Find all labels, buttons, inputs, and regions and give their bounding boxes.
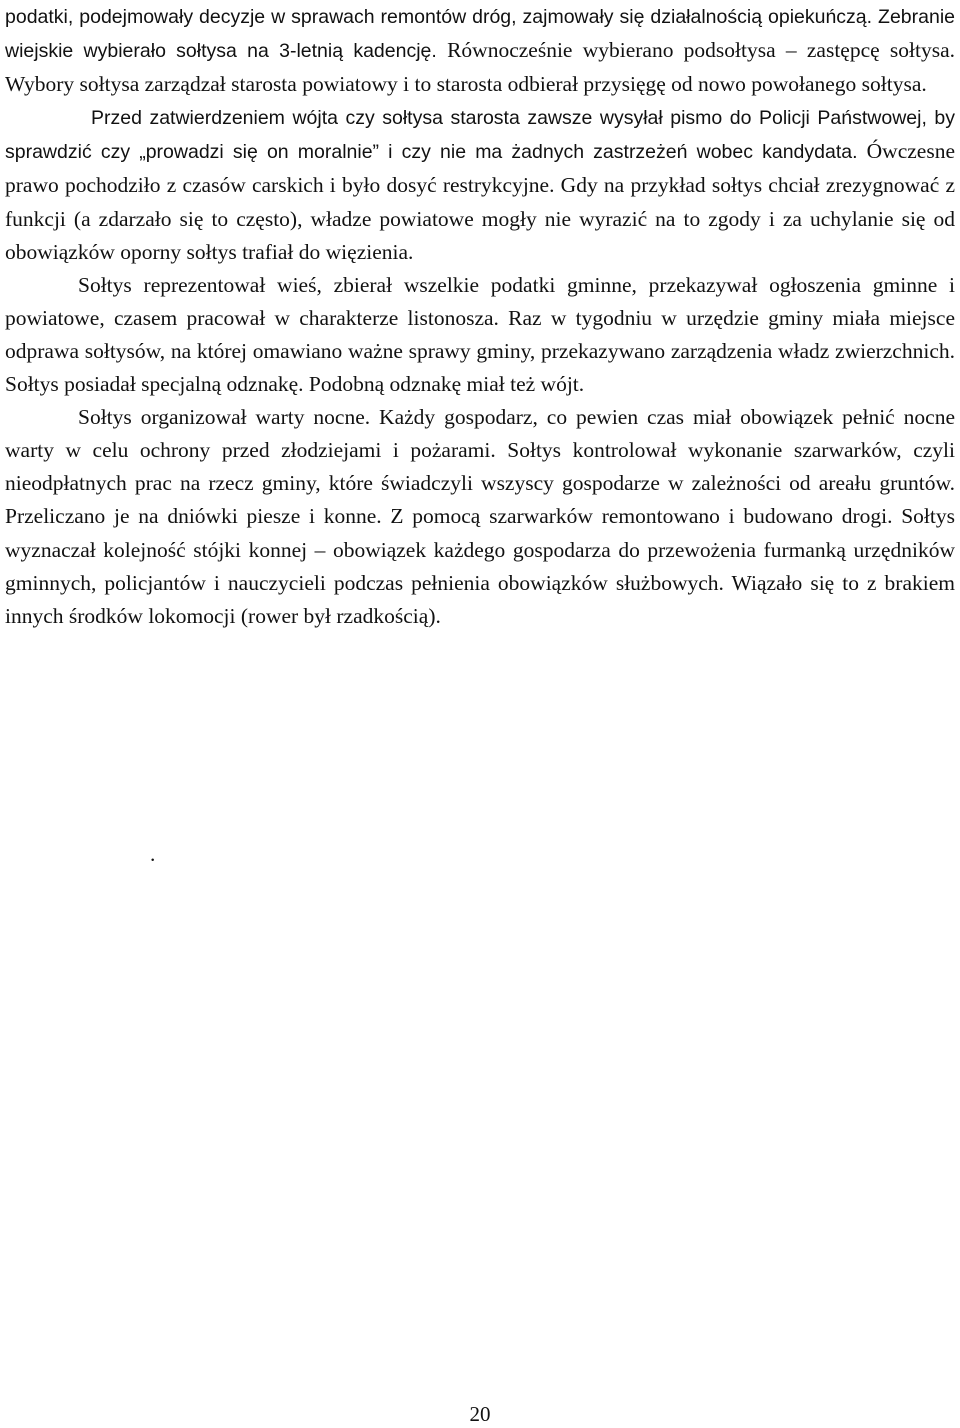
paragraph-3 xyxy=(5,269,955,401)
paragraph-4-text: Sołtys organizował warty nocne. Każdy gospodarz, co pewien czas miał obowiązek pełnić nocne warty w celu ochrony przed złodziejami i pożarami. Sołtys kontrolował wykonanie szarwarków, czyli nieodpłatnych prac na rzecz gminy, które świadczyli wszyscy gospodarze w zależności od areału gruntów. Przeliczano je na dniówki piesze i konne. Z pomocą szarwarków remontowano i budowano drogi. Sołtys wyznaczał kolejność stójki konnej – obowiązek każdego gospodarza do przewożenia furmanką urzędników gminnych, policjantów i nauczycieli podczas pełnienia obowiązków służbowych. Wiązało się to z brakiem innych środków lokomocji (rower był rzadkością). xyxy=(5,405,955,628)
document-body xyxy=(5,0,955,633)
stray-mark: . xyxy=(150,842,156,866)
paragraph-1 xyxy=(5,0,955,101)
page-number: 20 xyxy=(469,1402,491,1426)
paragraph-2-text-a: Przed zatwierdzeniem wójta czy sołtysa starosta zawsze wysyłał pismo do Policji Państwowej, by sprawdzić czy „prowadzi się on moralnie” i czy nie ma żadnych zastrzeżeń wobec kandydata. xyxy=(5,107,955,164)
paragraph-4 xyxy=(5,401,955,633)
paragraph-2-text-b: Ówczesne prawo pochodziło z czasów carskich i było dosyć restrykcyjne. Gdy na przykład sołtys chciał zrezygnować z funkcji (a zdarzało się to często), władze powiatowe mogły nie wyrazić na to zgody i za uchylanie się od obowiązków oporny sołtys trafiał do więzienia. xyxy=(5,139,955,264)
paragraph-3-text: Sołtys reprezentował wieś, zbierał wszelkie podatki gminne, przekazywał ogłoszenia gminne i powiatowe, czasem pracował w charakterze listonosza. Raz w tygodniu w urzędzie gminy miała miejsce odprawa sołtysów, na której omawiano ważne sprawy gminy, przekazywano zarządzenia władz zwierzchnich. Sołtys posiadał specjalną odznakę. Podobną odznakę miał też wójt. xyxy=(5,272,955,397)
paragraph-1-text-a: podatki, podejmowały decyzje w sprawach remontów dróg, zajmowały się działalnością opiekuńczą. Zebranie wiejskie wybierało sołtysa na 3-letnią kadencję. xyxy=(5,6,955,63)
paragraph-1-text-b: Równocześnie wybierano podsołtysa – zastępcę sołtysa. Wybory sołtysa zarządzał starosta powiatowy i to starosta odbierał przysięgę od nowo powołanego sołtysa. xyxy=(5,38,955,97)
paragraph-2 xyxy=(5,101,955,268)
